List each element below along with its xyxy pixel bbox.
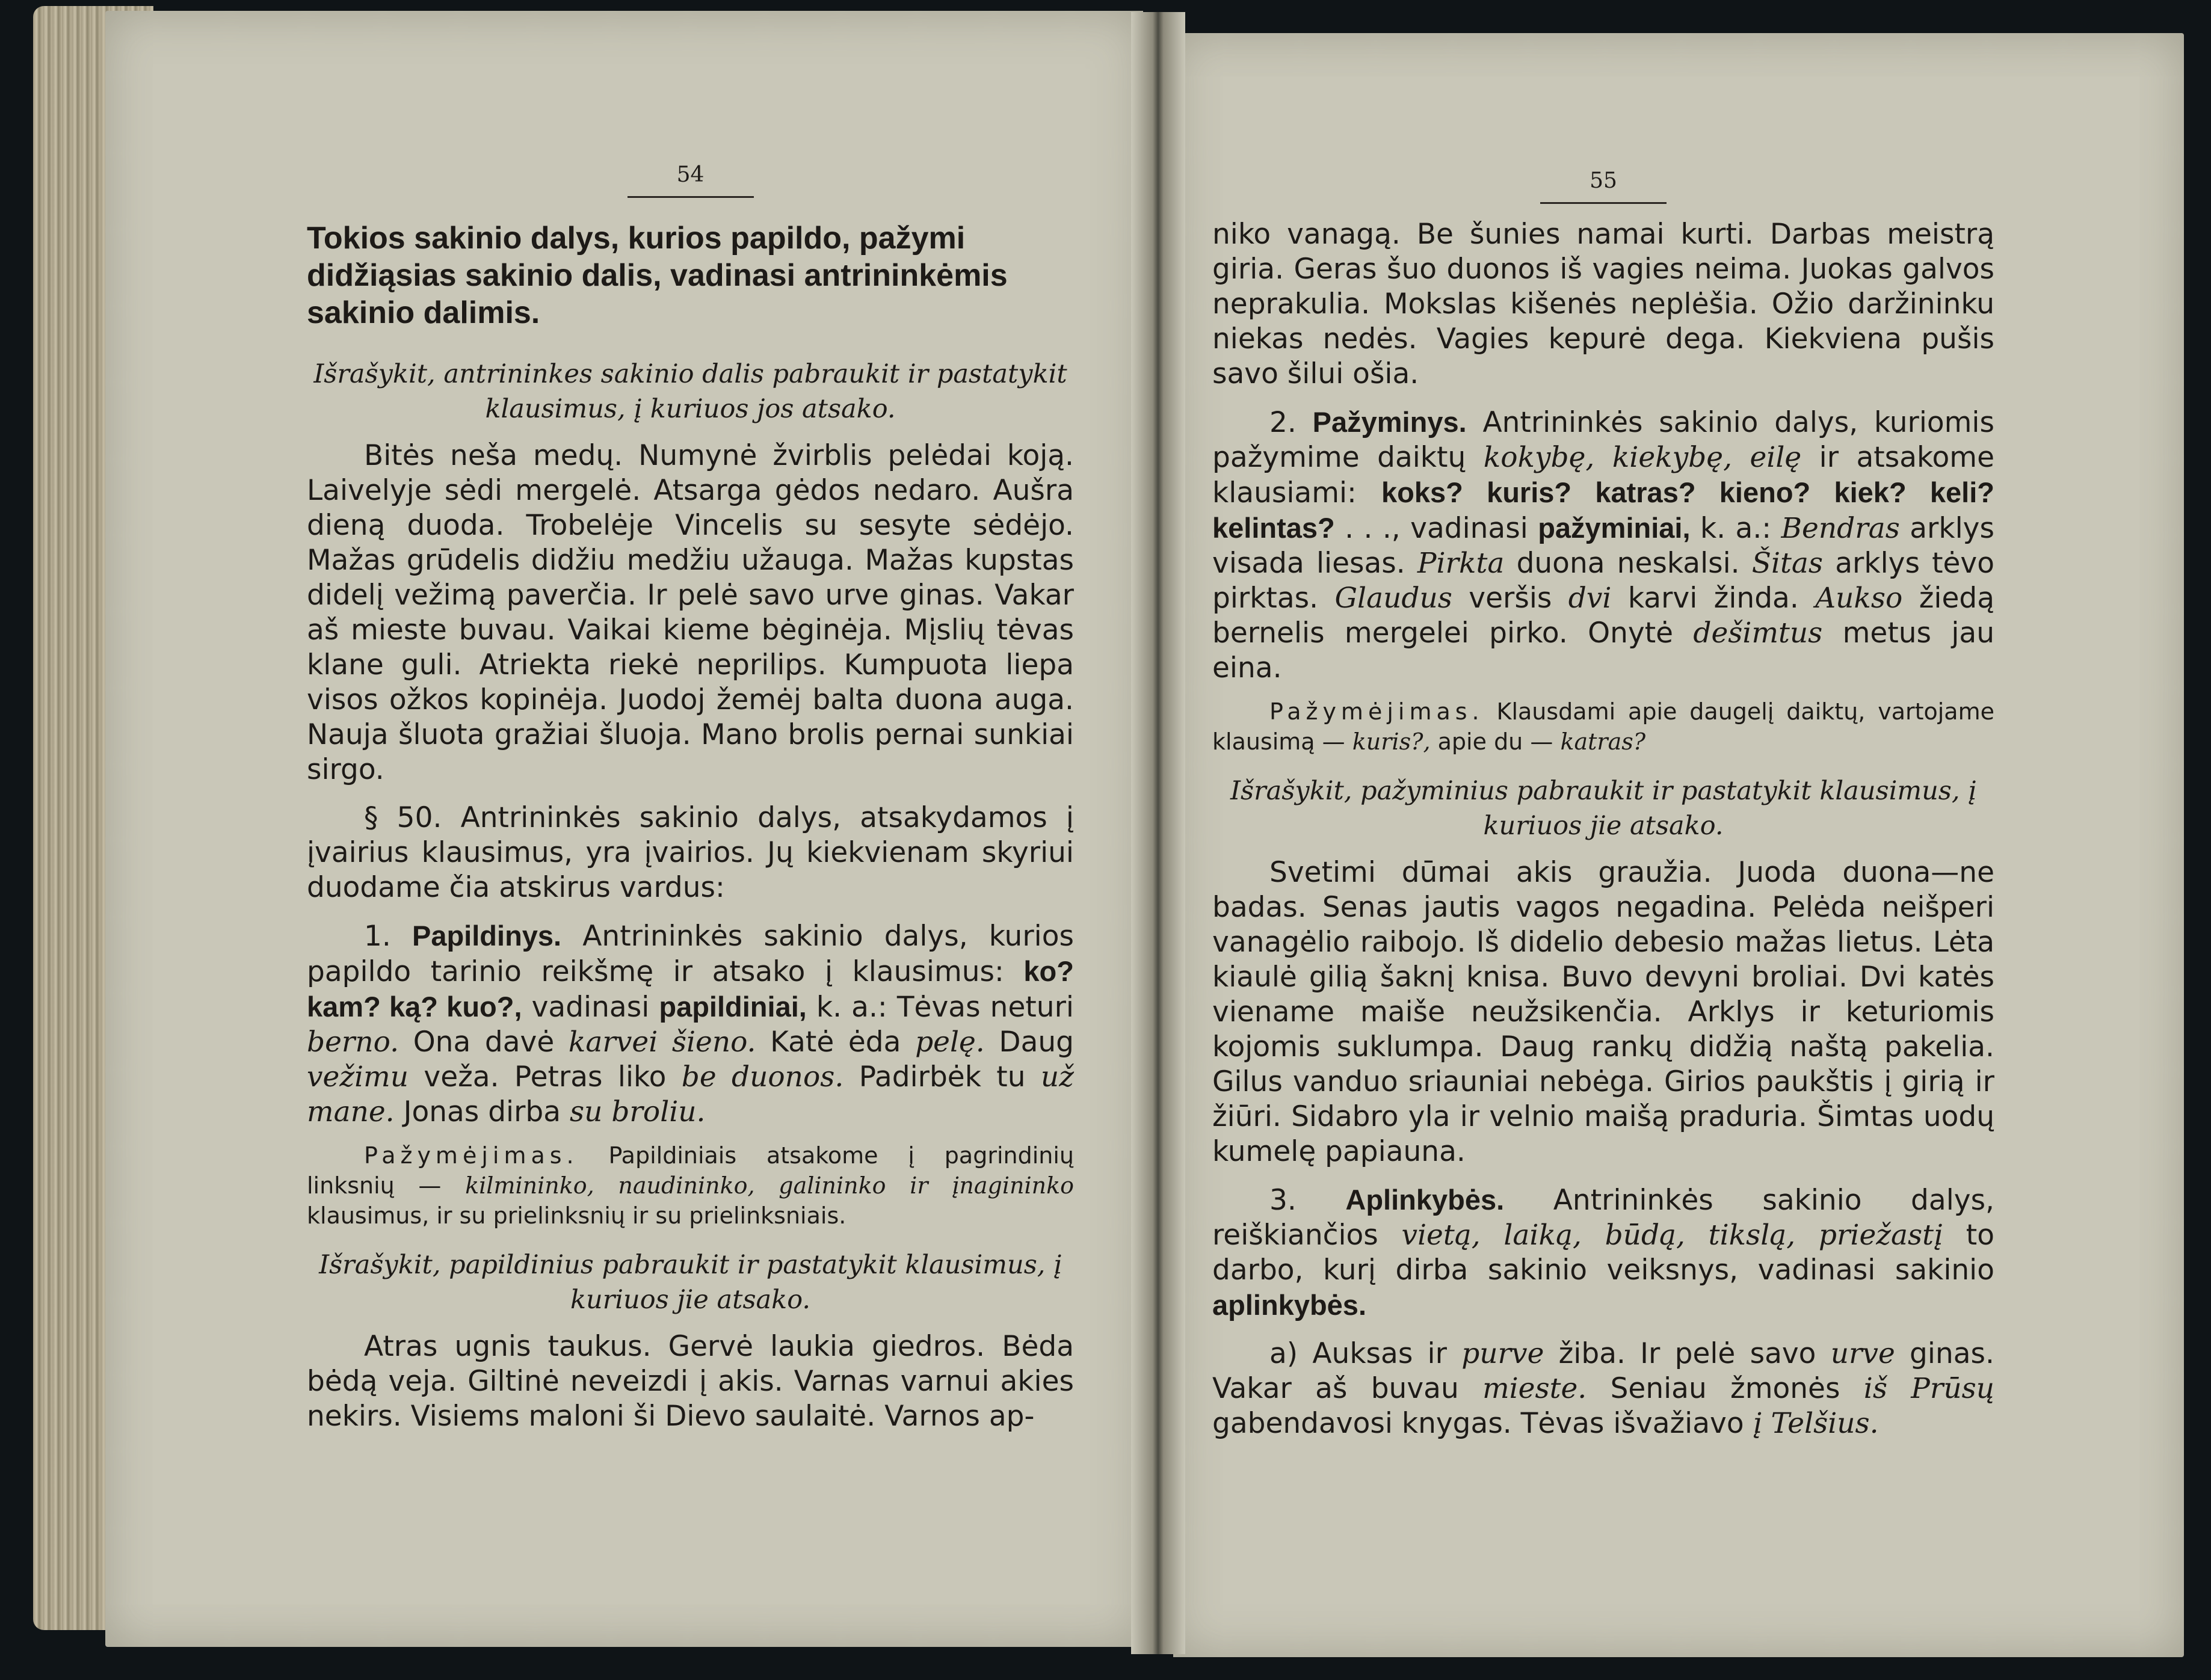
note-italic: kilmininko, naudininko, galininko ir įnagininko: [465, 1172, 1074, 1199]
example-word: be duonos.: [681, 1060, 844, 1094]
definition-text: vadinasi: [531, 991, 650, 1024]
note-label: Pažymėjimas.: [364, 1142, 579, 1169]
example-text: Seniau žmonės: [1610, 1372, 1840, 1405]
term-title: Pažyminys.: [1312, 406, 1467, 438]
example-text: metus jau eina.: [1212, 617, 1994, 685]
example-text: karvi žinda.: [1627, 582, 1799, 615]
example-text: arklys visada liesas.: [1212, 512, 1994, 580]
section-heading: Tokios sakinio dalys, kurios papildo, pažymi didžiąsias sakinio dalis, vadinasi antrininkėmis sakinio dalimis.: [307, 221, 1008, 330]
example-paragraph: Atras ugnis taukus. Gervė laukia giedros. Bėda bėdą veja. Giltinė neveizdi į akis. Varnas varnui akies nekirs. Visiems maloni ši Dievo saulaitė. Varnos ap-: [307, 1330, 1074, 1433]
term-name: pažyminiai,: [1538, 512, 1691, 544]
example-word: už mane.: [307, 1060, 1074, 1128]
question-words: koks? kuris? katras? kieno? kiek? keli? kelintas?: [1212, 476, 1994, 544]
example-word: berno.: [307, 1026, 399, 1059]
left-page-content: [307, 158, 1074, 1434]
example-text: žiba. Ir pelė savo: [1558, 1337, 1816, 1370]
definition-text: . . ., vadinasi: [1345, 512, 1528, 545]
example-word: Pirkta: [1417, 547, 1505, 580]
example-text: veršis: [1469, 582, 1552, 615]
item-number: 1.: [364, 920, 391, 953]
example-word: Bendras: [1781, 512, 1900, 545]
question-words: ko? kam? ką? kuo?,: [307, 955, 1074, 1023]
term-title: Papildinys.: [412, 920, 562, 952]
exercise-instruction: Išrašykit, antrininkes sakinio dalis pabraukit ir pastatykit klausimus, į kuriuos jos atsako.: [313, 359, 1067, 424]
example-word: karvei šieno.: [568, 1026, 756, 1059]
definition-pazyminys: [1212, 405, 1994, 686]
definition-papildinys: [307, 918, 1074, 1130]
definition-text: ir atsakome klausiami:: [1212, 441, 1994, 509]
term-title: Aplinkybės.: [1345, 1184, 1505, 1216]
example-text: Katė ėda: [770, 1026, 901, 1059]
term-name: aplinkybės.: [1212, 1289, 1366, 1321]
item-number: 2.: [1269, 406, 1297, 439]
example-paragraph: Svetimi dūmai akis graužia. Juoda duona—ne badas. Senas jautis vagos negadina. Pelėda neišperi vanagėlio raibojo. Iš didelio debesio mažas lietus. Lėta kiaulė gilią šaknį knisa. Buvo devyni broliai. Dvi katės viename maiše neužsikenčia. Arklys ir keturiomis kojomis suklumpa. Daug rankų didžią naštą pakelia. Gilus vanduo sriauniai nebėga. Girios paukštis į girią ir žiūri. Sidabro yla ir velnio maišą praduria. Šimtas uodų kumelę papiauna.: [1212, 856, 1994, 1168]
example-text: Jonas dirba: [403, 1095, 561, 1128]
example-word: dvi: [1568, 582, 1612, 615]
definition-text: Antrininkės sakinio dalys, kuriomis pažymime daiktų: [1212, 406, 1994, 474]
remark-note: [1212, 697, 1994, 757]
example-paragraph: Bitės neša medų. Numynė žvirblis pelėdai koją. Laivelyje sėdi mergelė. Atsarga gėdos nedaro. Aušra dieną duoda. Trobelėje Vincelis su sesyte sėdėjo. Mažas grūdelis didžiu medžiu užauga. Mažas kupstas didelį vežimą paverčia. Ir pelė savo urve ginas. Vakar aš mieste buvau. Vaikai kieme bėginėja. Mįslių tėvas klane guli. Atriekta riekė neprilips. Kumpuota liepa visos ožkos kopinėja. Juodoj žemėj balta duona auga. Nauja šluota gražiai šluoja. Mano brolis pernai sunkiai sirgo.: [307, 439, 1074, 786]
remark-note: [307, 1140, 1074, 1231]
example-text: Daug: [999, 1026, 1074, 1059]
example-text: Padirbėk tu: [859, 1060, 1026, 1094]
note-italic: kuris?,: [1352, 728, 1431, 755]
example-word: dešimtus: [1693, 617, 1823, 650]
page-number: 55: [1540, 164, 1667, 204]
section-paragraph: § 50. Antrininkės sakinio dalys, atsakydamos į įvairius klausimus, yra įvairios. Jų kiekvienam skyriui duodame čia atskirus vardus:: [307, 801, 1074, 904]
example-word: iš Prūsų: [1863, 1372, 1994, 1405]
exercise-instruction: Išrašykit, papildinius pabraukit ir pastatykit klausimus, į kuriuos jie atsako.: [319, 1250, 1062, 1315]
example-word: Aukso: [1815, 582, 1903, 615]
note-text: Klausdami apie daugelį daiktų, vartojame klausimą —: [1212, 698, 1994, 755]
note-text: klausimus, ir su prielinksnių ir su prielinksniais.: [307, 1202, 846, 1229]
example-word: į Telšius.: [1753, 1407, 1879, 1440]
example-text: a) Auksas ir: [1269, 1337, 1447, 1370]
example-text: žiedą bernelis mergelei pirko. Onytė: [1212, 582, 1995, 650]
example-word: Šitas: [1751, 547, 1824, 580]
note-label: Pažymėjimas.: [1269, 698, 1484, 725]
example-word: vežimu: [307, 1060, 409, 1094]
definition-aplinkybes: [1212, 1183, 1994, 1323]
page-number: 54: [628, 158, 754, 198]
term-name: papildiniai,: [659, 991, 807, 1023]
example-paragraph-a: [1212, 1337, 1994, 1441]
example-paragraph: niko vanagą. Be šunies namai kurti. Darbas meistrą giria. Geras šuo duonos iš vagies neima. Juokas galvos neprakulia. Mokslas kišenės neplėšia. Ožio daržininku niekas nedės. Vagies kepurė dega. Kiekviena pušis savo šilui ošia.: [1212, 218, 1994, 390]
note-italic: katras?: [1560, 728, 1646, 755]
example-text: ginas. Vakar aš buvau: [1212, 1337, 1994, 1405]
example-word: pelę.: [915, 1026, 985, 1059]
example-text: Ona davė: [413, 1026, 555, 1059]
italic-terms: kokybę, kiekybę, eilę: [1483, 441, 1802, 474]
example-text: arklys tėvo pirktas.: [1212, 547, 1995, 615]
exercise-instruction: Išrašykit, pažyminius pabraukit ir pastatykit klausimus, į kuriuos jie atsako.: [1230, 776, 1976, 841]
book-spine: [1131, 12, 1185, 1654]
example-text: veža. Petras liko: [424, 1060, 667, 1094]
example-text: gabendavosi knygas. Tėvas išvažiavo: [1212, 1407, 1744, 1440]
note-text: Papildiniais atsakome į pagrindinių linksnių —: [307, 1142, 1074, 1199]
example-word: urve: [1830, 1337, 1895, 1370]
definition-text: k. a.: Tėvas neturi: [816, 991, 1074, 1024]
note-text: apie du —: [1437, 728, 1553, 755]
example-word: su broliu.: [570, 1095, 706, 1128]
right-page-content: [1212, 164, 1994, 1441]
example-word: purve: [1461, 1337, 1544, 1370]
item-number: 3.: [1269, 1184, 1297, 1217]
definition-text: Antrininkės sakinio dalys, kurios papildo tarinio reikšmę ir atsako į klausimus:: [307, 920, 1074, 988]
example-word: Glaudus: [1334, 582, 1452, 615]
definition-text: to darbo, kurį dirba sakinio veiksnys, vadinasi sakinio: [1212, 1219, 1994, 1287]
example-text: duona neskalsi.: [1516, 547, 1740, 580]
example-word: mieste.: [1482, 1372, 1587, 1405]
definition-text: Antrininkės sakinio dalys, reiškiančios: [1212, 1184, 1994, 1252]
italic-terms: vietą, laiką, būdą, tikslą, priežastį: [1401, 1219, 1943, 1252]
definition-text: k. a.:: [1700, 512, 1772, 545]
